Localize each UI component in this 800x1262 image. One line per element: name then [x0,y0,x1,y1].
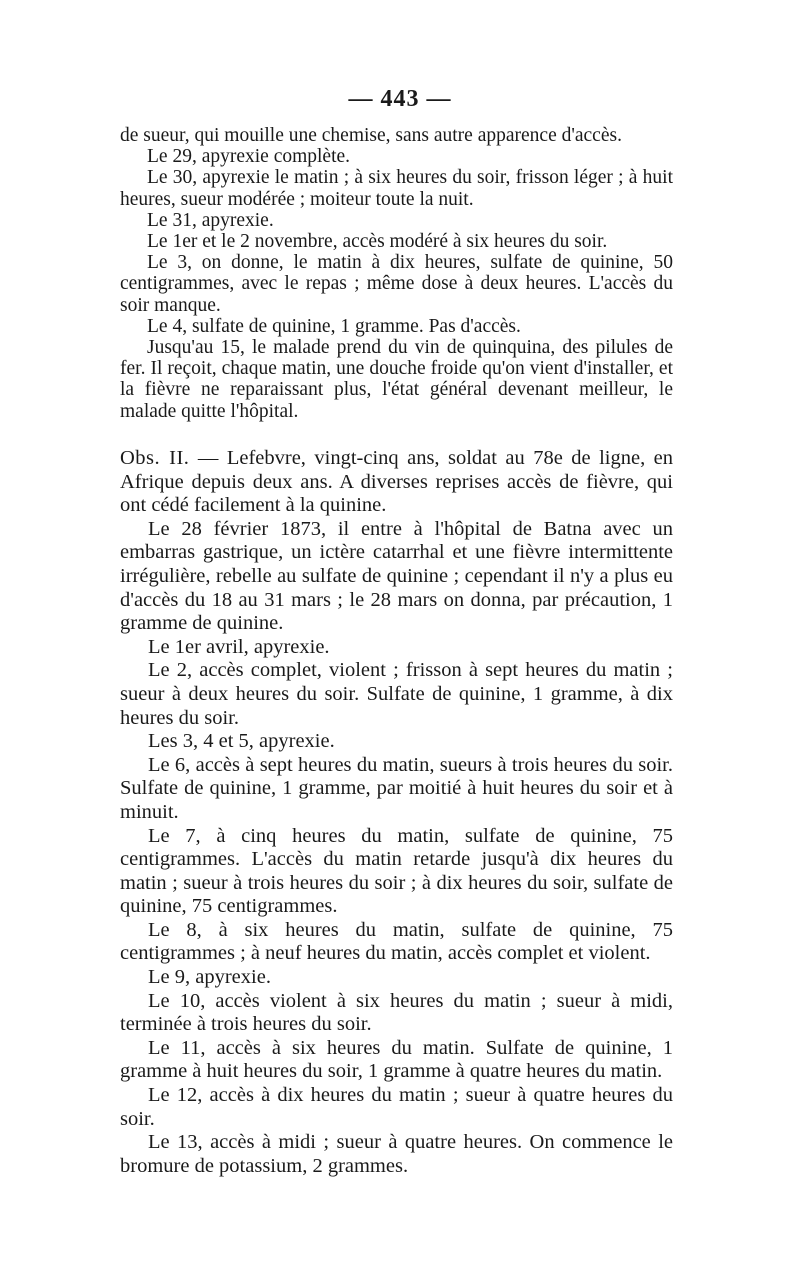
paragraph: Le 8, à six heures du matin, sulfate de quinine, 75 centigrammes ; à neuf heures du matin, accès complet et violent. [120,918,673,965]
paragraph: Le 11, accès à six heures du matin. Sulfate de quinine, 1 gramme à huit heures du soir, 1 gramme à quatre heures du matin. [120,1036,673,1083]
observation-label: Obs. II. [120,447,190,469]
paragraph: Le 1er avril, apyrexie. [148,635,330,658]
paragraph: Le 6, accès à sept heures du matin, sueurs à trois heures du soir. Sulfate de quinine, 1 gramme, par moitié à huit heures du soir et à minuit. [120,753,673,823]
paragraph: Les 3, 4 et 5, apyrexie. [148,730,335,753]
paragraph: de sueur, qui mouille une chemise, sans autre apparence d'accès. [120,125,622,146]
paragraph: Le 2, accès complet, violent ; frisson à sept heures du matin ; sueur à deux heures du soir. Sulfate de quinine, 1 gramme, à dix heures du soir. [120,659,673,729]
paragraph: Jusqu'au 15, le malade prend du vin de quinquina, des pilules de fer. Il reçoit, chaque matin, une douche froide qu'on vient d'installer, et la fièvre ne reparaissant plus, l'état général devenant meilleur, le malade quitte l'hôpital. [120,337,673,422]
page-number: — 443 — [348,86,452,112]
paragraph: Le 29, apyrexie complète. [147,146,351,168]
paragraph: Le 1er et le 2 novembre, accès modéré à six heures du soir. [147,231,608,253]
paragraph: Le 3, on donne, le matin à dix heures, sulfate de quinine, 50 centigrammes, avec le repas ; même dose à deux heures. L'accès du soir manque. [120,252,673,316]
text-block-top [120,125,673,422]
paragraph: Le 4, sulfate de quinine, 1 gramme. Pas d'accès. [147,315,521,337]
paragraph: Le 10, accès violent à six heures du matin ; sueur à midi, terminée à trois heures du soir. [120,989,673,1036]
paragraph: Le 9, apyrexie. [148,966,271,989]
text-block-observation [120,447,673,1178]
paragraph: Le 28 février 1873, il entre à l'hôpital de Batna avec un embarras gastrique, un ictère catarrhal et une fièvre intermittente irrégulière, rebelle au sulfate de quinine ; cependant il n'y a plus eu d'accès du 18 au 31 mars ; le 28 mars on donna, par précaution, 1 gramme de quinine. [120,517,673,635]
paragraph: Le 13, accès à midi ; sueur à quatre heures. On commence le bromure de potassium, 2 grammes. [120,1131,673,1177]
observation-intro: — Lefebvre, vingt-cinq ans, soldat au 78e de ligne, en Afrique depuis deux ans. A diverses reprises accès de fièvre, qui ont cédé facilement à la quinine. [120,447,674,517]
paragraph: Le 12, accès à dix heures du matin ; sueur à quatre heures du soir. [120,1084,673,1130]
paragraph: Le 31, apyrexie. [147,209,274,231]
paragraph: Le 30, apyrexie le matin ; à six heures du soir, frisson léger ; à huit heures, sueur modérée ; moiteur toute la nuit. [120,167,673,210]
observation-heading-paragraph [120,447,673,518]
paragraph: Le 7, à cinq heures du matin, sulfate de quinine, 75 centigrammes. L'accès du matin retarde jusqu'à dix heures du matin ; sueur à trois heures du soir ; à dix heures du soir, sulfate de quinine, 75 centigrammes. [120,824,673,918]
